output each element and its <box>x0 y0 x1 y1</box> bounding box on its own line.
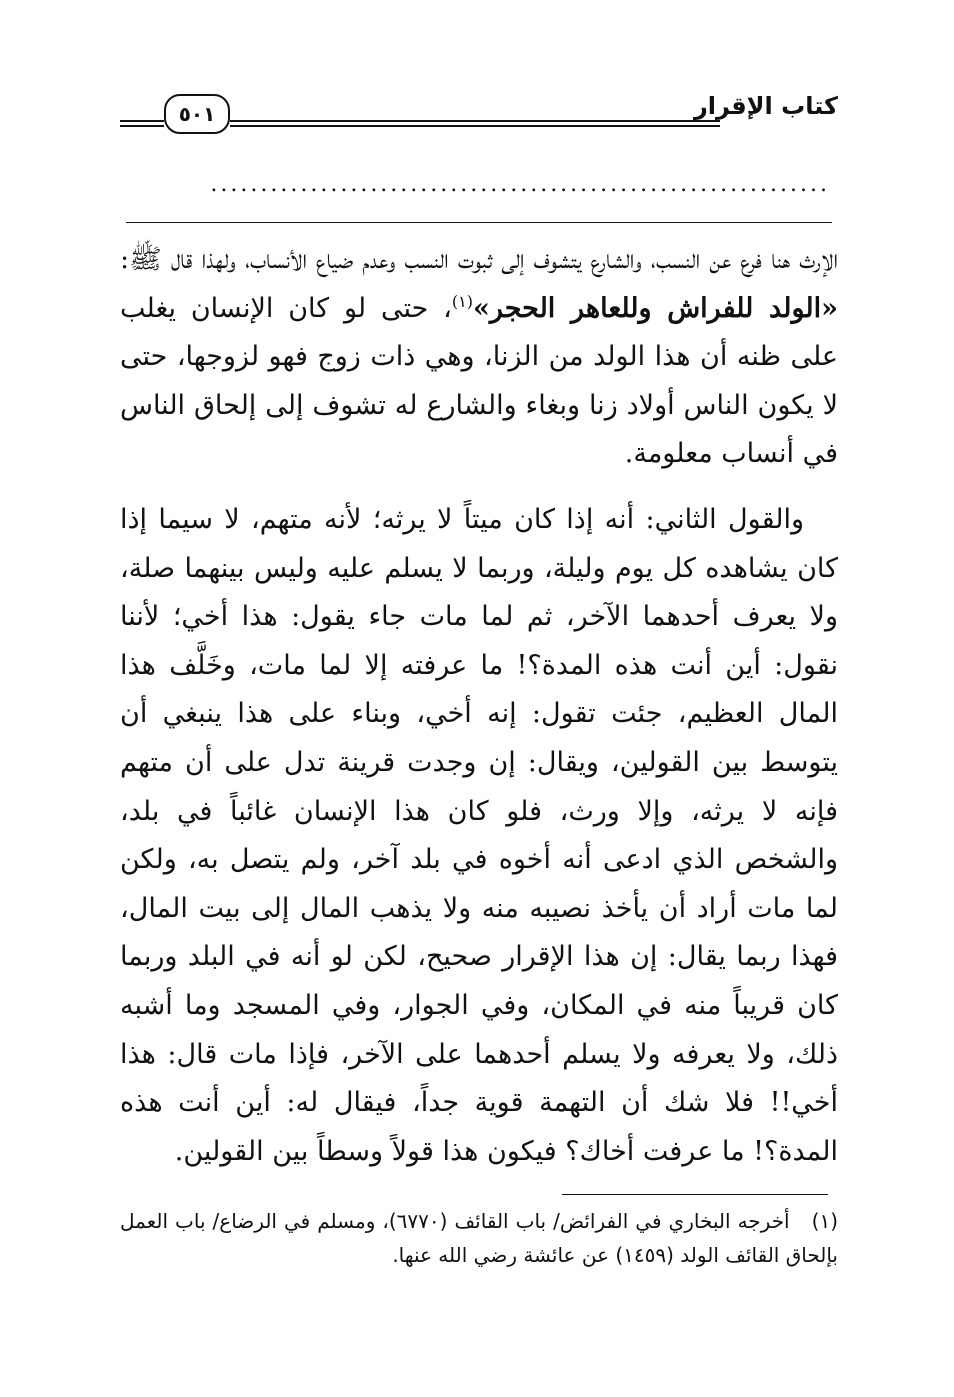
hadith-quote: «الولد للفراش وللعاهر الحجر» <box>472 292 838 324</box>
footnote-reference: (١) <box>451 291 473 311</box>
footnote-divider <box>562 1194 828 1195</box>
separator-dots: .............................................................. <box>210 172 830 197</box>
paragraph-2: والقول الثاني: أنه إذا كان ميتاً لا يرثه؛ لأنه متهم، لا سيما إذا كان يشاهده كل يوم وليلة، وربما لا يسلم عليه وليس بينهما صلة، ولا يعرف أحدهما الآخر، ثم لما مات جاء يقول: هذا أخي؛ لأننا نقول: أين أنت هذه المدة؟! ما عرفته إلا لما مات، وخَلَّف هذا المال العظيم، جئت تقول: إنه أخي، وبناء على هذا ينبغي أن يتوسط بين القولين، ويقال: إن وجدت قرينة تدل على أن متهم فإنه لا يرثه، وإلا ورث، فلو كان هذا الإنسان غائباً في بلد، والشخص الذي ادعى أنه أخوه في بلد آخر، ولم يتصل به، ولكن لما مات أراد أن يأخذ نصيبه منه ولا يذهب المال إلى بيت المال، فهذا ربما يقال: إن هذا الإقرار صحيح، لكن لو أنه في البلد وربما كان قريباً منه في المكان، وفي الجوار، وفي المسجد وما أشبه ذلك، ولا يعرفه ولا يسلم أحدهما على الآخر، فإذا مات قال: هذا أخي!! فلا شك أن التهمة قوية جداً، فيقال له: أين أنت هذه المدة؟! ما عرفت أخاك؟ فيكون هذا قولاً وسطاً بين القولين. <box>120 503 838 1167</box>
header-rule <box>230 120 720 122</box>
header-rule <box>120 125 164 127</box>
header-rule <box>230 125 720 127</box>
footnote <box>120 1204 838 1272</box>
paragraph-1-text-a: الإرث هنا فرع عن النسب، والشارع يتشوف إلى ثبوت النسب وعدم ضياع الأنساب، ولهذا قال ﷺ: <box>120 244 838 275</box>
footnote-number: (١) <box>811 1209 838 1233</box>
top-divider <box>126 222 832 223</box>
header-rule <box>120 120 164 122</box>
main-text <box>120 236 838 1176</box>
book-title: كتاب الإقرار <box>693 92 838 120</box>
footnote-text: أخرجه البخاري في الفرائض/ باب القائف (٦٧٧٠)، ومسلم في الرضاع/ باب العمل بإلحاق القائف الولد (١٤٥٩) عن عائشة رضي الله عنها. <box>120 1209 838 1267</box>
page-number: ٥٠١ <box>164 94 230 134</box>
paragraph-1 <box>120 236 838 479</box>
page-header <box>120 88 838 138</box>
paragraph-1-text-b: ، حتى لو كان الإنسان يغلب على ظنه أن هذا الولد من الزنا، وهي ذات زوج فهو لزوجها، حتى لا يكون الناس أولاد زنا وبغاء والشارع له تشوف إلى إلحاق الناس في أنساب معلومة. <box>120 292 838 470</box>
